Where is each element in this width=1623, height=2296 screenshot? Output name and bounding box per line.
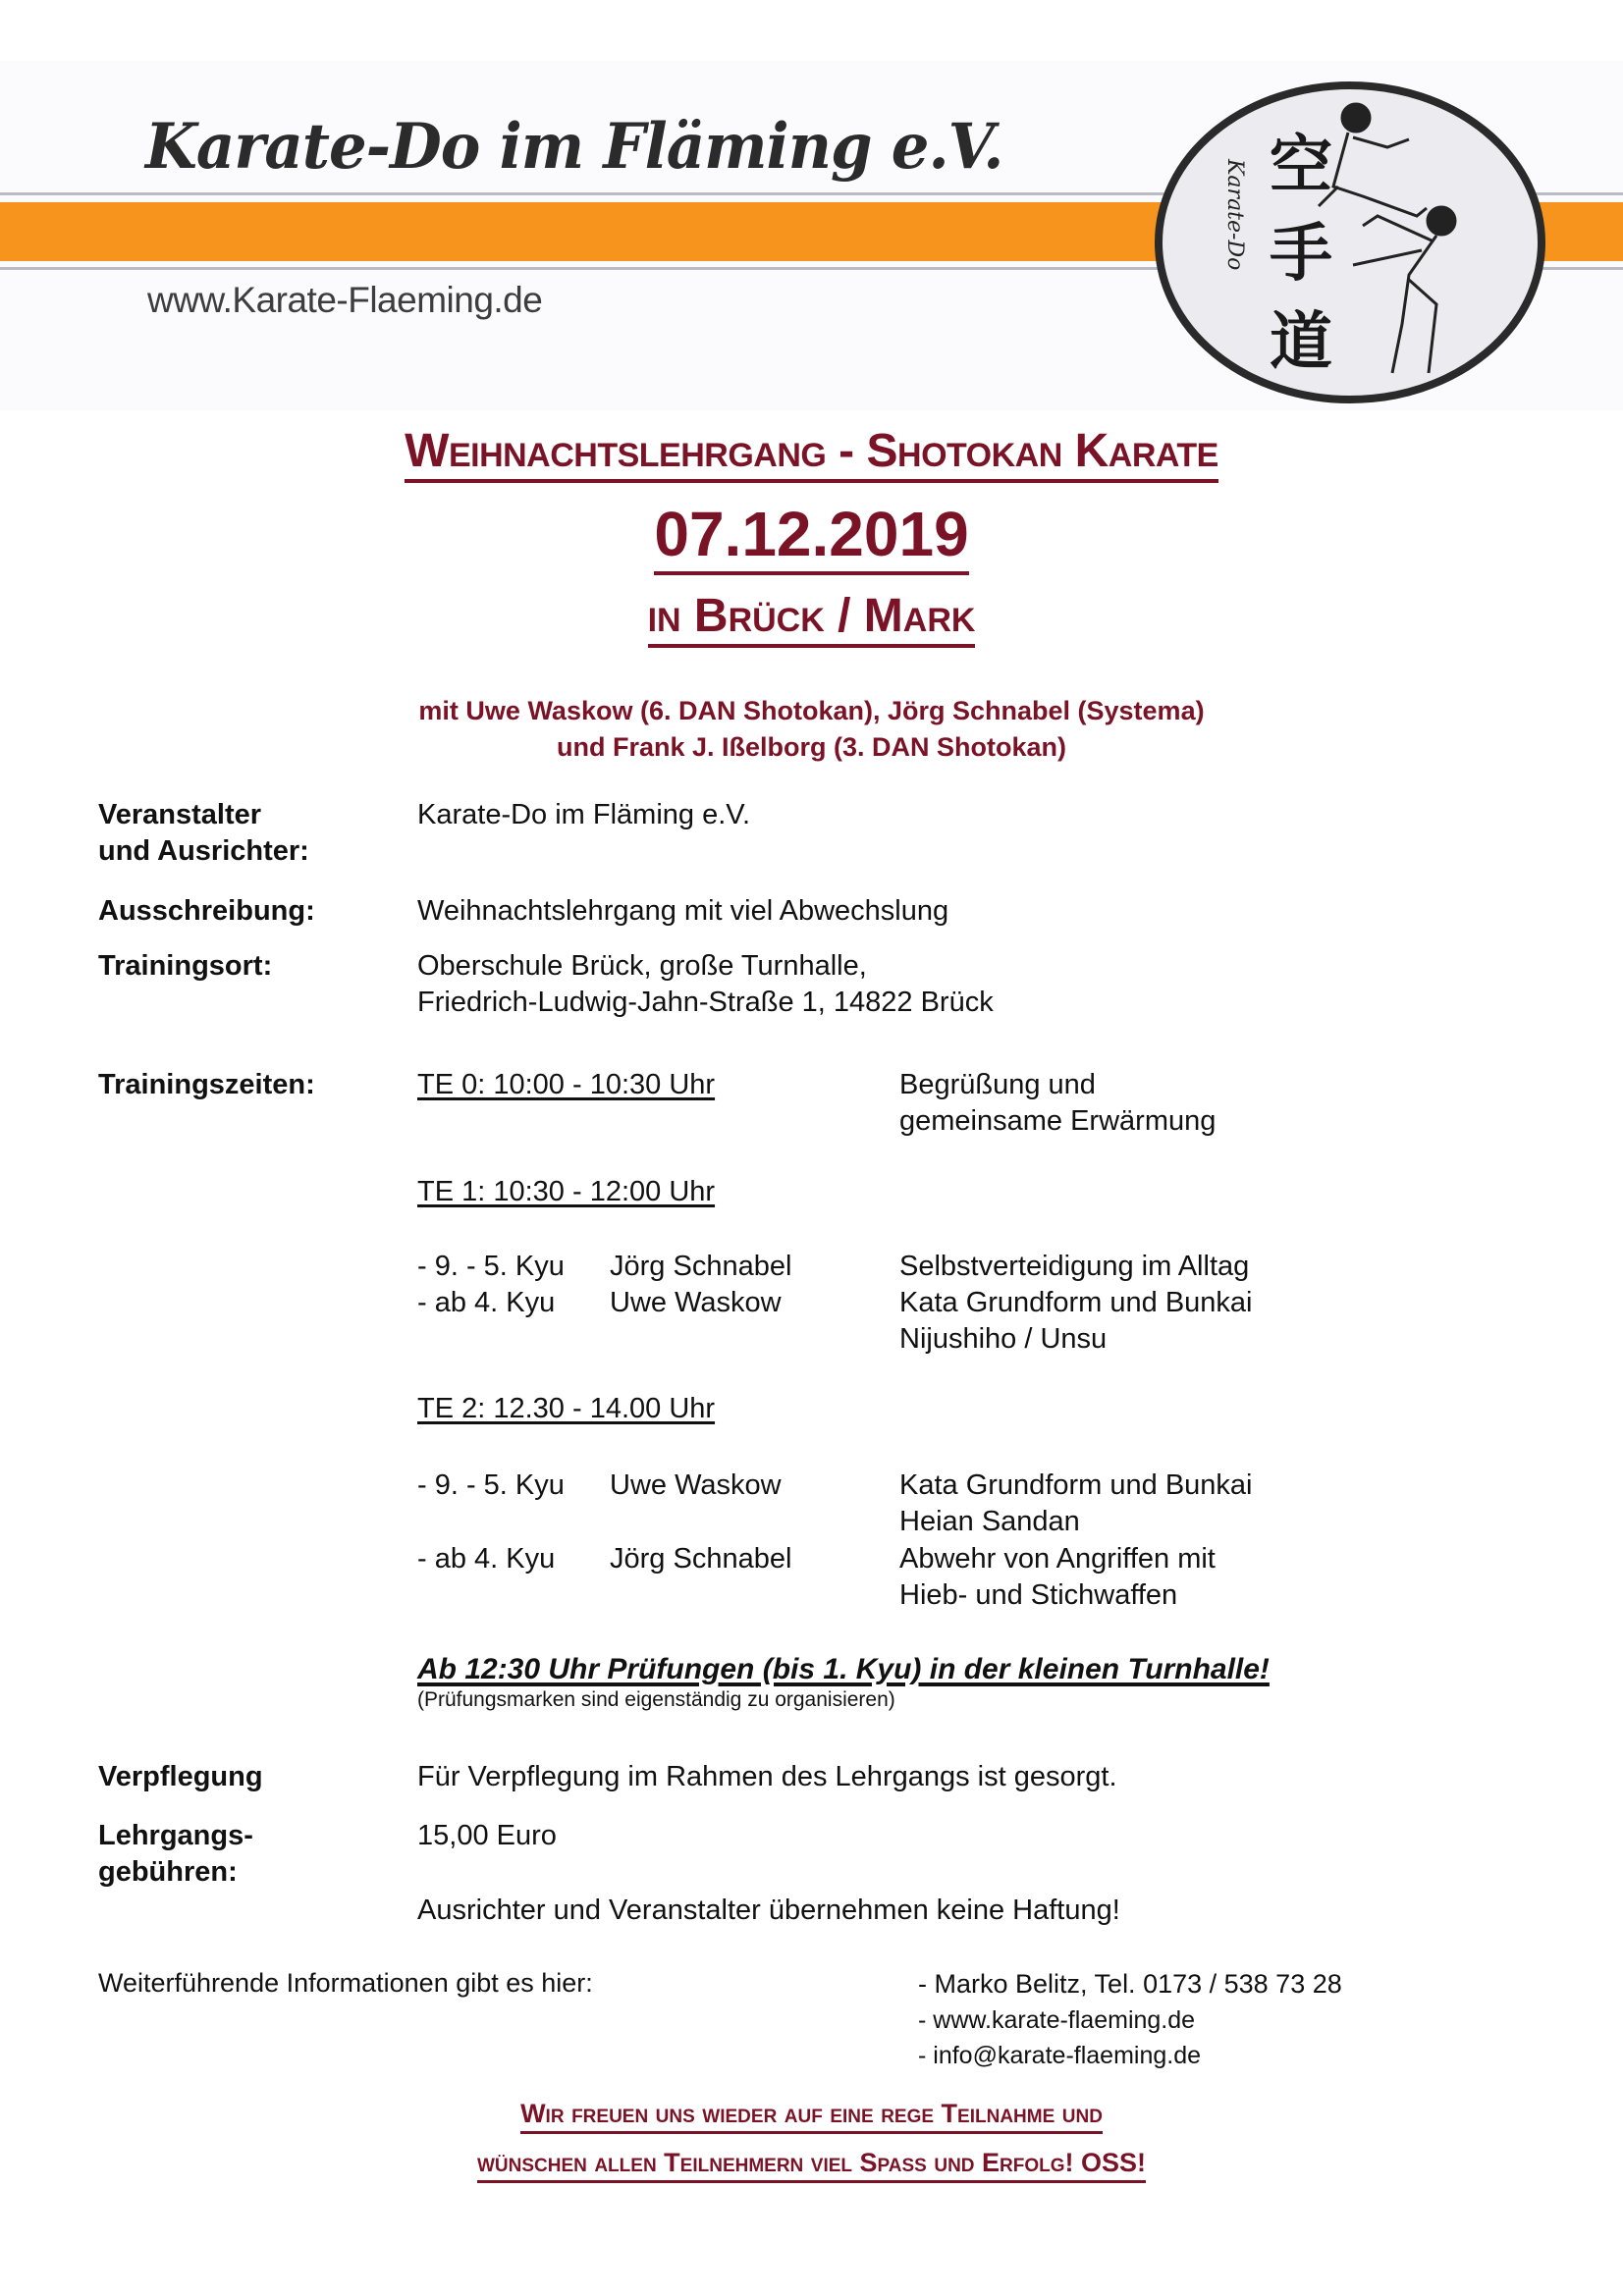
ausschreibung-value: Weihnachtslehrgang mit viel Abwechslung	[417, 895, 949, 927]
te2-row-2-kyu: - ab 4. Kyu	[417, 1543, 556, 1575]
club-name: Karate-Do im Fläming e.V.	[145, 110, 1003, 184]
veranstalter-label: Veranstalter und Ausrichter:	[98, 799, 309, 867]
verpflegung-label: Verpflegung	[98, 1761, 263, 1792]
te2-time: TE 2: 12.30 - 14.00 Uhr	[417, 1393, 716, 1424]
gebuehren-label: Lehrgangs- gebühren:	[98, 1820, 253, 1888]
trainers-line-1: mit Uwe Waskow (6. DAN Shotokan), Jörg Schnabel (Systema)	[418, 696, 1205, 725]
verpflegung-value: Für Verpflegung im Rahmen des Lehrgangs ist gesorgt.	[417, 1761, 1117, 1792]
te2-row-2-trainer: Jörg Schnabel	[610, 1543, 792, 1575]
contact-email[interactable]: - info@karate-flaeming.de	[918, 2042, 1202, 2069]
exam-notice: Ab 12:30 Uhr Prüfungen (bis 1. Kyu) in der kleinen Turnhalle!	[417, 1653, 1270, 1685]
info-label: Weiterführende Informationen gibt es hier:	[98, 1968, 593, 1998]
logo-text: Karate-Do	[1222, 159, 1247, 271]
event-title: Weihnachtslehrgang - Shotokan Karate	[0, 424, 1623, 478]
ausschreibung-label: Ausschreibung:	[98, 895, 315, 927]
te2-row-1-kyu: - 9. - 5. Kyu	[417, 1469, 565, 1501]
trainingsort-label: Trainingsort:	[98, 950, 273, 982]
event-location: in Brück / Mark	[0, 589, 1623, 643]
club-logo	[1152, 79, 1549, 407]
exam-note: (Prüfungsmarken sind eigenständig zu organisieren)	[417, 1688, 895, 1711]
closing-line-2: wünschen allen Teilnehmern viel Spaß und Erfolg! OSS!	[0, 2148, 1623, 2178]
te1-row-2-kyu: - ab 4. Kyu	[417, 1287, 556, 1318]
event-trainers	[0, 693, 1623, 766]
veranstalter-value: Karate-Do im Fläming e.V.	[417, 799, 751, 830]
karate-logo-icon	[1152, 79, 1549, 407]
trainers-line-2: und Frank J. Ißelborg (3. DAN Shotokan)	[556, 732, 1067, 762]
te1-row-2-trainer: Uwe Waskow	[610, 1287, 782, 1318]
event-date: 07.12.2019	[0, 498, 1623, 570]
haftung-notice: Ausrichter und Veranstalter übernehmen keine Haftung!	[417, 1895, 1120, 1926]
svg-text:空: 空	[1270, 130, 1332, 202]
gebuehren-value: 15,00 Euro	[417, 1820, 557, 1851]
club-website: www.Karate-Flaeming.de	[147, 280, 543, 320]
te2-row-1-trainer: Uwe Waskow	[610, 1469, 782, 1501]
svg-text:手: 手	[1270, 218, 1332, 291]
te1-time: TE 1: 10:30 - 12:00 Uhr	[417, 1176, 716, 1207]
contact-phone: - Marko Belitz, Tel. 0173 / 538 73 28	[918, 1969, 1342, 1999]
te0-description: Begrüßung und gemeinsame Erwärmung	[899, 1069, 1217, 1137]
trainingsort-value: Oberschule Brück, große Turnhalle, Friedrich-Ludwig-Jahn-Straße 1, 14822 Brück	[417, 950, 994, 1018]
te2-row-2-topic: Abwehr von Angriffen mit Hieb- und Stichwaffen	[899, 1543, 1216, 1611]
te1-row-1-trainer: Jörg Schnabel	[610, 1251, 792, 1282]
te1-row-2-topic: Kata Grundform und Bunkai Nijushiho / Unsu	[899, 1287, 1253, 1355]
te0-time: TE 0: 10:00 - 10:30 Uhr	[417, 1069, 716, 1100]
te1-row-1-kyu: - 9. - 5. Kyu	[417, 1251, 565, 1282]
te1-row-1-topic: Selbstverteidigung im Alltag	[899, 1251, 1250, 1282]
te2-row-1-topic: Kata Grundform und Bunkai Heian Sandan	[899, 1469, 1253, 1537]
svg-text:道: 道	[1270, 306, 1332, 379]
trainingszeiten-label: Trainingszeiten:	[98, 1069, 315, 1100]
contact-website[interactable]: - www.karate-flaeming.de	[918, 2006, 1196, 2034]
closing-line-1: Wir freuen uns wieder auf eine rege Teilnahme und	[0, 2099, 1623, 2129]
